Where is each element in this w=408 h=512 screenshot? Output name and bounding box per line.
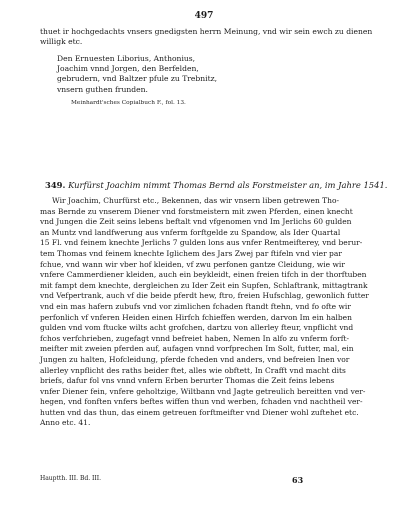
source-note: Meinhardt'sches Copialbuch F., fol. 13.	[71, 100, 186, 106]
document-body	[40, 196, 390, 429]
text-line: hutten vnd das thun, das einem getreuen forftmeifter vnd Diener wohl zuftehet etc.	[40, 407, 359, 417]
text-line: mit fampt dem knechte, dergleichen zu Ider Zeit ein Supfen, Schlaftrank, mittagtrank	[40, 280, 368, 290]
text-line: tem Thomas vnd feinem knechte Iglichem des Jars Zwej par ftifeln vnd vier par	[40, 248, 342, 258]
text-line: vnfer Diener fein, vnfere geholtzige, Wiltbann vnd Jagte getreulich bereitten vnd ver-	[40, 386, 366, 396]
text-line: Wir Joachim, Churfürst etc., Bekennen, das wir vnsern liben getrewen Tho-	[52, 196, 340, 205]
document-title: Kurfürst Joachim nimmt Thomas Bernd als Forstmeister an, im Jahre 1541.	[68, 180, 388, 190]
text-line: gebrudern, vnd Baltzer pfule zu Trebnitz,	[57, 74, 218, 84]
text-line: Anno etc. 41.	[40, 418, 91, 428]
document-number: 349.	[45, 180, 66, 190]
text-line: an Muntz vnd landfwerung aus vnferm forftgelde zu Spandow, als Ider Quartal	[40, 227, 341, 237]
text-line: briefs, dafur fol vns vnnd vnfern Erben berurter Thomas die Zeit feins lebens	[40, 376, 335, 386]
text-line: Den Ernuesten Liborius, Anthonius,	[57, 54, 196, 63]
text-line: fchos verfchrieben, zugefagt vnnd befreiet haben, Nemen In alfo zu vnferm forft-	[40, 333, 350, 343]
text-line: gulden vnd vom ftucke wilts acht grofchen, dartzu von allerley fteur, vnpflicht vnd	[40, 323, 354, 333]
top-paragraph	[40, 27, 390, 47]
text-line: meifter mit zweien pferden auf, aufagen vnnd vorfprechen Im Solt, futter, mal, ein	[40, 344, 354, 354]
text-line: vnd Jungen die Zeit seins lebens beftalt vnd vfgenomen vnd Im Jerlichs 60 gulden	[40, 217, 352, 227]
text-line: vnsern guthen frunden.	[57, 84, 148, 94]
document-heading	[45, 180, 387, 190]
text-line: Jungen zu halten, Hofcleidung, pferde fcheden vnd anders, vnd befreien Inen vor	[40, 354, 350, 364]
text-line: vnd Vefpertrank, auch vf die beide pferdt hew, ftro, freien Hufschlag, gewonlich futter	[40, 291, 369, 301]
text-line: vnd ein mas hafern zubufs vnd vor zimlichen fchaden ftandt ftehn, vnd fo ofte wir	[40, 301, 351, 311]
text-line: Joachim vnnd Jorgen, den Berfelden,	[57, 64, 199, 74]
text-line: allerley vnpflicht des raths beider ftet, alles wie obftett, In Crafft vnd macht dits	[40, 365, 346, 375]
signature-block	[57, 54, 277, 95]
text-line: hegen, vnd fonften vnfers beftes wiffen thun vnd werben, fchaden vnd nachtheil ver-	[40, 397, 363, 407]
text-line: thuet ir hochgedachts vnsers gnedigsten herrn Meinung, vnd wir sein ewch zu dienen	[40, 27, 373, 36]
text-line: perfonlich vf vnferen Heiden einen Hirfch fchieffen werden, darvon Im ein halben	[40, 312, 352, 322]
text-line: willigk etc.	[40, 37, 83, 47]
text-line: 15 Fl. vnd feinem knechte Jerlichs 7 gulden lons aus vnfer Rentmeifterey, vnd berur-	[40, 238, 363, 248]
footer-volume: Hauptth. III. Bd. III.	[40, 475, 102, 482]
text-line: fchue, vnd wann wir vber hof kleiden, vf zwu perfonen gantze Cleidung, wie wir	[40, 259, 345, 269]
page-number: 497	[194, 11, 214, 21]
text-line: mas Bernde zu vnserem Diener vnd forstmeistern mit zwen Pferden, einen knecht	[40, 206, 353, 216]
text-line: vnfere Cammerdiener kleiden, auch ein beykleidt, einen freien tifch in der thorftuben	[40, 270, 367, 280]
footer-signature: 63	[292, 475, 304, 485]
